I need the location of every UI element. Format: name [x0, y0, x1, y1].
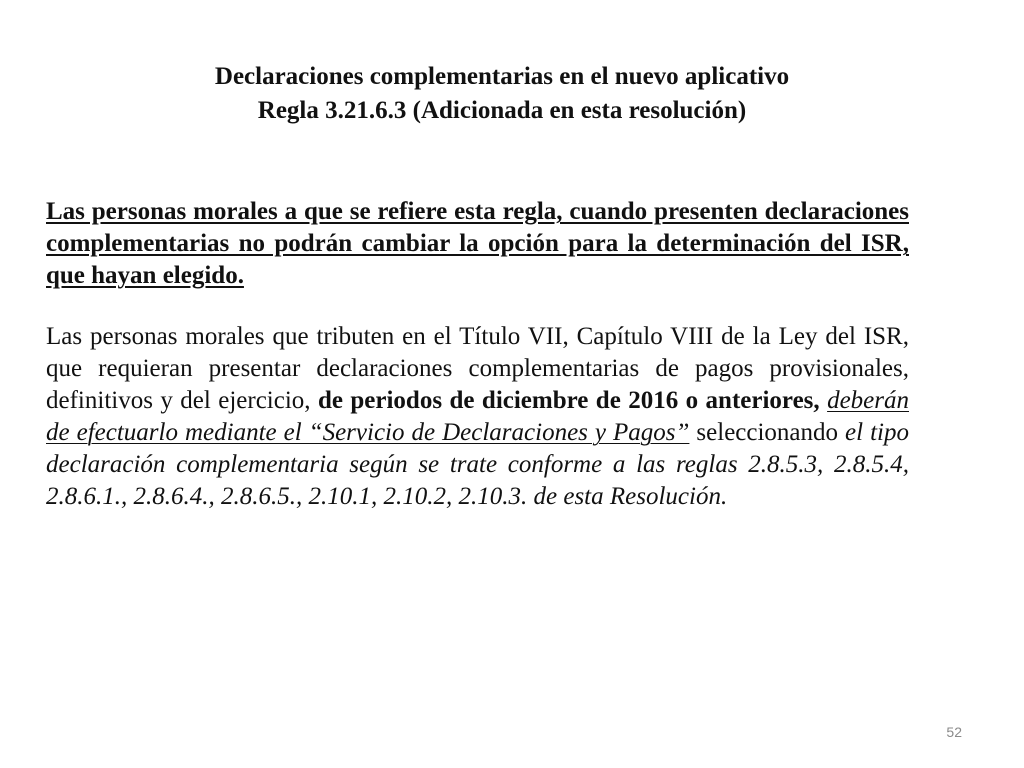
paragraph-2 — [46, 321, 909, 513]
title-line-1: Declaraciones complementarias en el nuevo aplicativo — [214, 63, 790, 90]
paragraph-2-space — [820, 387, 827, 414]
title-line-2: Regla 3.21.6.3 (Adicionada en esta resolución) — [257, 97, 747, 124]
paragraph-2-selecting: seleccionando — [689, 419, 846, 446]
paragraph-2-bold-period: de periodos de diciembre de 2016 o anteriores, — [317, 387, 820, 414]
slide-title — [0, 60, 1004, 128]
page-number: 52 — [946, 724, 962, 740]
paragraph-2-service-reference: deberán de efectuarlo mediante el “Servicio de Declaraciones y Pagos” — [46, 387, 909, 446]
paragraph-1: Las personas morales a que se refiere esta regla, cuando presenten declaraciones complementarias no podrán cambiar la opción para la determinación del ISR, que hayan elegido. — [46, 198, 909, 289]
paragraph-2-intro: Las personas morales que tributen en el Título VII, Capítulo VIII de la Ley del ISR, que requieran presentar declaraciones complementarias de pagos provisionales, definitivos y del ejercicio, — [46, 323, 909, 414]
paragraph-2-rules-reference: el tipo declaración complementaria según se trate conforme a las reglas 2.8.5.3, 2.8.5.4, 2.8.6.1., 2.8.6.4., 2.8.6.5., 2.10.1, 2.10.2, 2.10.3. de esta Resolución. — [46, 419, 909, 510]
